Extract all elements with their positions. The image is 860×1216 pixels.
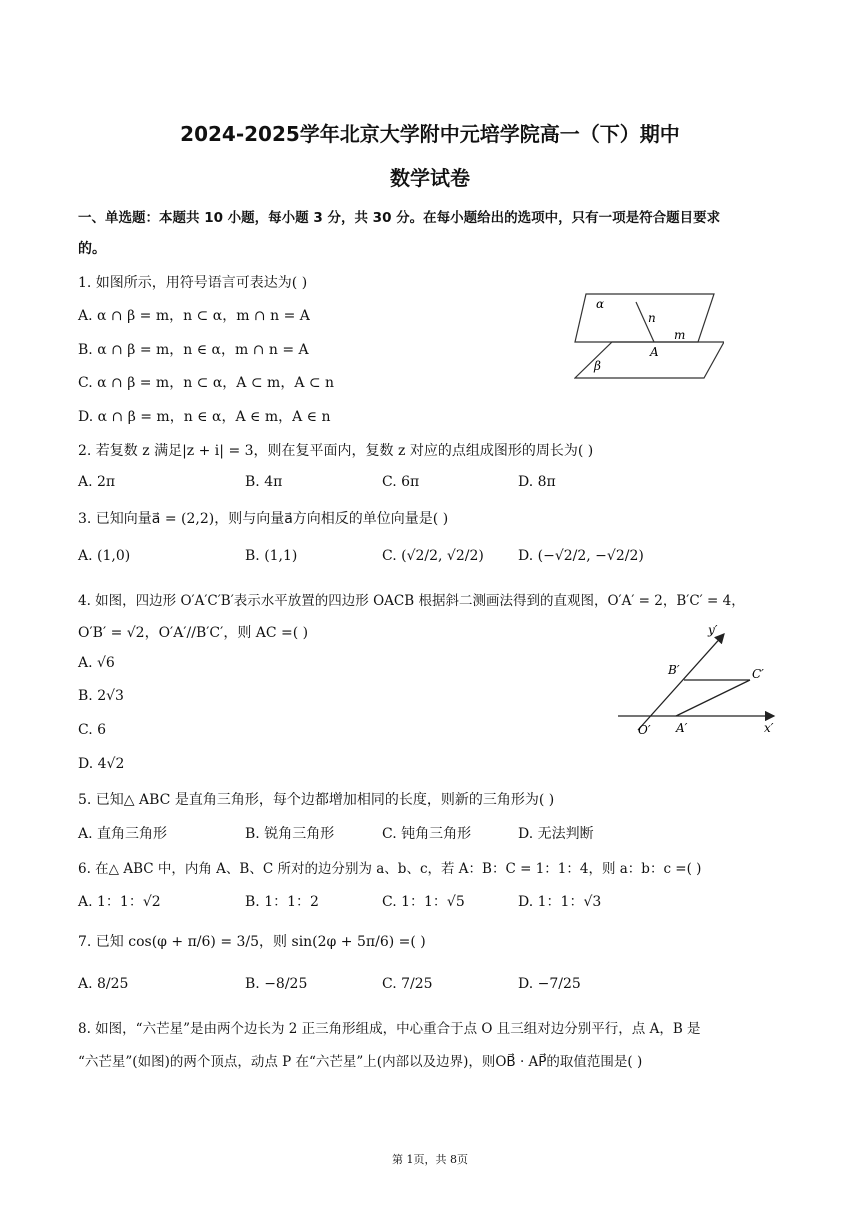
q1-stem: 1. 如图所示，用符号语言可表达为( ) (78, 275, 308, 291)
q5-option-c: C. 钝角三角形 (382, 826, 472, 842)
q3-option-a: A. (1,0) (78, 548, 131, 564)
q5-option-d: D. 无法判断 (518, 826, 594, 842)
point-a-label: A′ (676, 721, 688, 735)
q4-stem-line2: O′B′ = √2，O′A′//B′C′，则 AC =( ) (78, 625, 309, 641)
section-heading: 一、单选题：本题共 10 小题，每小题 3 分，共 30 分。在每小题给出的选项中，只有一项是符合题目要求 (78, 210, 721, 226)
point-c-label: C′ (752, 667, 764, 681)
page-subtitle: 数学试卷 (390, 166, 470, 190)
y-axis-label: y′ (708, 623, 718, 637)
m-label: m (674, 328, 686, 342)
q2-option-b: B. 4π (245, 474, 283, 490)
q6-option-b: B. 1：1：2 (245, 894, 319, 910)
q6-option-d: D. 1：1：√3 (518, 894, 602, 910)
q4-option-a: A. √6 (78, 655, 115, 671)
beta-label: β (594, 359, 601, 373)
q8-stem-line2: “六芒星”(如图)的两个顶点，动点 P 在“六芒星”上(内部以及边界)，则OB⃗ · AP⃗的取值范围是( ) (78, 1054, 643, 1070)
q7-option-c: C. 7/25 (382, 976, 433, 992)
q3-stem: 3. 已知向量a⃗ = (2,2)，则与向量a⃗方向相反的单位向量是( ) (78, 511, 449, 527)
q7-option-a: A. 8/25 (78, 976, 129, 992)
q5-option-b: B. 锐角三角形 (245, 826, 335, 842)
q6-stem: 6. 在△ ABC 中，内角 A、B、C 所对的边分别为 a、b、c，若 A：B：C = 1：1：4，则 a：b：c =( ) (78, 861, 702, 877)
q4-stem-line1: 4. 如图，四边形 O′A′C′B′表示水平放置的四边形 OACB 根据斜二测画法得到的直观图，O′A′ = 2，B′C′ = 4， (78, 593, 745, 609)
q4-option-b: B. 2√3 (78, 688, 124, 704)
q3-option-d: D. (−√2/2, −√2/2) (518, 548, 644, 564)
q2-stem: 2. 若复数 z 满足|z + i| = 3，则在复平面内，复数 z 对应的点组成图形的周长为( ) (78, 443, 594, 459)
page-footer: 第 1页，共 8页 (392, 1153, 468, 1166)
q4-option-c: C. 6 (78, 722, 107, 738)
section-heading-cont: 的。 (78, 241, 106, 257)
n-label: n (648, 311, 656, 325)
q4-option-d: D. 4√2 (78, 756, 125, 772)
q7-option-b: B. −8/25 (245, 976, 308, 992)
q2-option-c: C. 6π (382, 474, 420, 490)
q2-option-d: D. 8π (518, 474, 556, 490)
q2-option-a: A. 2π (78, 474, 116, 490)
q8-stem-line1: 8. 如图，“六芒星”是由两个边长为 2 正三角形组成，中心重合于点 O 且三组对边分别平行，点 A，B 是 (78, 1021, 701, 1037)
q7-stem: 7. 已知 cos(φ + π/6) = 3/5，则 sin(2φ + 5π/6) =( ) (78, 934, 426, 950)
q3-option-b: B. (1,1) (245, 548, 298, 564)
q1-option-b: B. α ∩ β = m，n ∈ α，m ∩ n = A (78, 342, 309, 358)
q1-plane-figure (574, 292, 724, 382)
page-title: 2024-2025学年北京大学附中元培学院高一（下）期中 (180, 122, 680, 146)
q1-option-a: A. α ∩ β = m，n ⊂ α，m ∩ n = A (78, 308, 310, 324)
alpha-label: α (596, 297, 605, 311)
x-axis-label: x′ (764, 721, 774, 735)
q4-oblique-figure (616, 620, 786, 740)
q6-option-a: A. 1：1：√2 (78, 894, 161, 910)
point-a-label: A (650, 345, 659, 359)
point-b-label: B′ (668, 663, 680, 677)
q6-option-c: C. 1：1：√5 (382, 894, 465, 910)
point-o-label: O′ (638, 723, 651, 737)
q5-stem: 5. 已知△ ABC 是直角三角形，每个边都增加相同的长度，则新的三角形为( ) (78, 792, 555, 808)
q7-option-d: D. −7/25 (518, 976, 581, 992)
q1-option-d: D. α ∩ β = m，n ∈ α，A ∈ m，A ∈ n (78, 409, 331, 425)
q3-option-c: C. (√2/2, √2/2) (382, 548, 484, 564)
q1-option-c: C. α ∩ β = m，n ⊂ α，A ⊂ m，A ⊂ n (78, 375, 335, 391)
q5-option-a: A. 直角三角形 (78, 826, 168, 842)
